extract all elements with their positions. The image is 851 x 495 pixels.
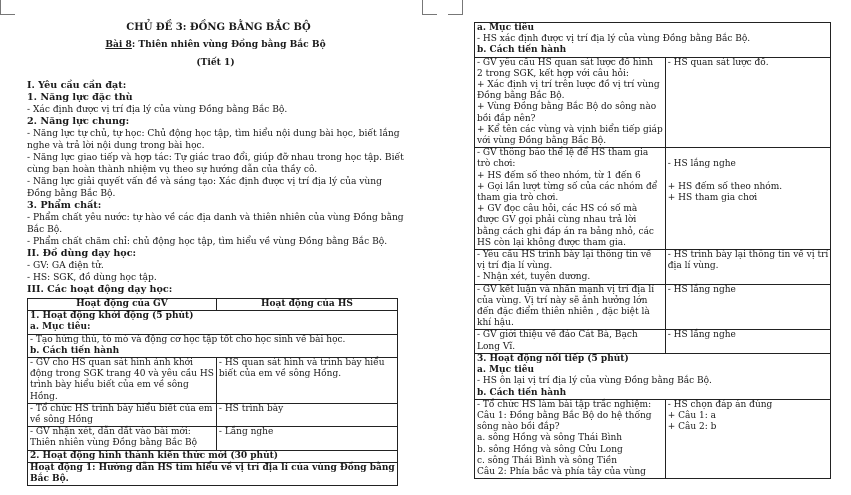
- activities-table-continued: [474, 22, 831, 479]
- cell-line: của vùng. Vị trí này sẽ ảnh hưởng lớn: [477, 295, 648, 306]
- cell-line: Câu 1: Đồng bằng Bắc Bộ do hệ thống: [477, 410, 652, 421]
- cell-line: - Tổ chức HS trình bày hiểu biết của em: [30, 403, 213, 414]
- table-row: [475, 284, 831, 330]
- cell-line: động trong SGK trang 40 và yêu cầu HS: [30, 369, 214, 380]
- section-cell: [475, 353, 831, 399]
- table-row: [475, 57, 831, 148]
- table-row: [28, 450, 398, 462]
- cell-line: + Câu 2: b: [667, 422, 717, 433]
- teacher-activity-cell: [475, 250, 666, 285]
- header-hs: Hoạt động của HS: [216, 299, 397, 311]
- text-line: 3. Phẩm chất:: [27, 200, 102, 211]
- cell-line: - HS trình bày: [218, 403, 284, 414]
- activities-table: [27, 298, 398, 486]
- cell-line: + GV đọc câu hỏi, các HS có số mà: [477, 204, 638, 215]
- text-line: 2. Năng lực chung:: [27, 116, 130, 127]
- cell-line: địa lí vùng.: [667, 261, 719, 272]
- cell-line: bồi đắp nên?: [477, 113, 536, 124]
- cell-line: b. Cách tiến hành: [477, 387, 567, 398]
- table-row: [28, 427, 398, 450]
- cell-line: - Tổ chức HS làm bài tập trắc nghiệm:: [477, 399, 652, 410]
- cell-line: với vùng Đồng bằng Bắc Bộ.: [477, 136, 607, 147]
- page-gutter: [422, 0, 463, 495]
- cell-line: Câu 2: Phía bắc và phía tây của vùng: [477, 466, 646, 477]
- section-cell: [28, 311, 398, 334]
- cell-line: - GV cho HS quan sát hình ảnh khởi: [30, 358, 193, 369]
- cell-line: - HS chọn đáp án đúng: [667, 399, 773, 410]
- cell-line: - HS lắng nghe: [667, 330, 736, 341]
- text-line: - Xác định được vị trí địa lý của vùng Đồng bằng Bắc Bộ.: [27, 105, 288, 115]
- table-row: [28, 403, 398, 426]
- cell-line: 3. Hoạt động nối tiếp (5 phút): [477, 353, 629, 364]
- cell-line: c. sông Thái Bình và sông Tiền: [477, 455, 618, 466]
- table-header-row: [28, 299, 398, 311]
- cell-line: vị trí địa lí vùng.: [477, 261, 553, 272]
- teacher-activity-cell: [28, 358, 217, 404]
- right-page: [463, 0, 851, 495]
- student-activity-cell: [665, 250, 831, 285]
- cell-line: [668, 171, 829, 182]
- cell-line: a. Mục tiêu: [477, 365, 535, 376]
- table-row: [475, 250, 831, 285]
- student-activity-cell: [665, 57, 831, 148]
- text-line: Bắc Bộ.: [27, 225, 63, 235]
- lesson-title: [33, 39, 398, 51]
- table-row: [28, 358, 398, 404]
- cell-line: + Xác định vị trí trên lược đồ vị trí vùng: [477, 80, 660, 91]
- section-cell: [28, 334, 398, 357]
- cell-line: + Vùng Đồng bằng Bắc Bộ do sông nào: [477, 102, 657, 113]
- table-row: [475, 353, 831, 399]
- text-line: - GV: GA điện tử.: [27, 261, 104, 271]
- text-line: 1. Năng lực đặc thù: [27, 92, 133, 103]
- section-cell: [28, 450, 398, 462]
- student-activity-cell: [216, 358, 397, 404]
- cell-line: + Gọi lần lượt từng số của các nhóm để: [477, 181, 658, 192]
- corner-crop-mark: [422, 0, 437, 15]
- table-row: [475, 148, 831, 250]
- teacher-activity-cell: [28, 427, 217, 450]
- corner-crop-mark: [448, 0, 463, 15]
- cell-line: HS còn lại không được tham gia.: [477, 237, 626, 248]
- teacher-activity-cell: [475, 148, 666, 250]
- cell-line: a. sông Hồng và sông Thái Bình: [477, 433, 623, 444]
- cell-line: Bắc Bộ.: [30, 474, 69, 485]
- text-line: - Phẩm chất chăm chỉ: chủ động học tập, tìm hiểu về vùng Đồng bằng Bắc Bộ.: [27, 237, 388, 247]
- topic-title: CHỦ ĐỀ 3: ĐỒNG BẰNG BẮC BỘ: [126, 22, 311, 33]
- student-activity-cell: [665, 284, 831, 330]
- cell-line: tham gia trò chơi.: [477, 193, 559, 204]
- cell-line: - Nhận xét, tuyên dương.: [477, 272, 591, 283]
- cell-line: - GV giới thiệu về đảo Cát Bà, Bạch: [477, 330, 638, 341]
- period-label: (Tiết 1): [196, 57, 235, 68]
- cell-line: Thiên nhiên vùng Đồng bằng Bắc Bộ: [30, 438, 198, 449]
- cell-line: - HS lắng nghe: [667, 159, 736, 170]
- cell-line: - HS lắng nghe: [667, 284, 736, 295]
- cell-line: - HS trình bày lại thông tin về vị trí: [667, 250, 829, 261]
- cell-line: - GV thông báo thể lệ để HS tham gia: [477, 148, 649, 159]
- cell-line: Hồng.: [30, 391, 58, 402]
- cell-line: - HS ôn lại vị trí địa lý của vùng Đồng bằng Bắc Bộ.: [477, 376, 712, 387]
- text-line: III. Các hoạt động dạy học:: [27, 284, 173, 295]
- cell-line: khí hậu.: [477, 318, 514, 329]
- cell-line: 2. Hoạt động hình thành kiến thức mới (30 phút): [30, 450, 279, 461]
- cell-line: trình bày hiểu biết của em về sông: [30, 380, 189, 391]
- teacher-activity-cell: [475, 57, 666, 148]
- cell-line: + Kể tên các vùng và vịnh biển tiếp giáp: [477, 124, 663, 135]
- student-activity-cell: [216, 403, 397, 426]
- text-line: - Năng lực giải quyết vấn đề và sáng tạo: Xác định được vị trí địa lý của vùng: [27, 177, 382, 187]
- table-row: [475, 23, 831, 58]
- table-row: [475, 399, 831, 478]
- table-row: [28, 334, 398, 357]
- cell-line: Long Vĩ.: [477, 341, 516, 352]
- teacher-activity-cell: [28, 403, 217, 426]
- teacher-activity-cell: [475, 284, 666, 330]
- text-line: nghe và trả lời nội dung trong bài học.: [27, 141, 205, 151]
- text-line: Đồng bằng Bắc Bộ.: [27, 189, 116, 199]
- table-row: [28, 311, 398, 334]
- cell-line: Hoạt động 1: Hướng dẫn HS tìm hiểu về vị trí địa lí của vùng Đồng bằng: [30, 462, 395, 473]
- student-activity-cell: [665, 330, 831, 353]
- cell-line: [668, 148, 829, 159]
- student-activity-cell: [665, 399, 831, 478]
- cell-line: - GV kết luận và nhấn mạnh vị trí địa lí: [477, 284, 655, 295]
- objectives-section: [27, 80, 404, 296]
- lesson-name: : Thiên nhiên vùng Đồng bằng Bắc Bộ: [131, 39, 326, 50]
- cell-line: - Lắng nghe: [218, 427, 274, 438]
- table-row: [28, 462, 398, 485]
- cell-line: - GV nhận xét, dẫn dắt vào bài mới:: [30, 427, 191, 438]
- cell-line: sông nào bồi đắp?: [477, 422, 560, 433]
- cell-line: 1. Hoạt động khởi động (5 phút): [30, 311, 194, 322]
- right-page-content: [474, 22, 829, 479]
- cell-line: - HS quan sát lược đồ.: [667, 57, 769, 68]
- student-activity-cell: [216, 427, 397, 450]
- cell-line: - Yêu cầu HS trình bày lại thông tin về: [477, 250, 652, 261]
- cell-line: về sông Hồng: [30, 415, 93, 426]
- teacher-activity-cell: [475, 330, 666, 353]
- table-row: [475, 330, 831, 353]
- text-line: - Năng lực giao tiếp và hợp tác: Tự giác trao đổi, giúp đỡ nhau trong học tập. Biết: [27, 153, 404, 163]
- cell-line: a. Mục tiêu: [477, 23, 535, 33]
- cell-line: - Tạo hứng thú, tò mò và động cơ học tập tốt cho học sinh về bài học.: [30, 334, 346, 345]
- student-activity-cell: [665, 148, 831, 250]
- cell-line: - HS quan sát hình và trình bày hiểu: [218, 358, 385, 369]
- text-line: - HS: SGK, đồ dùng học tập.: [27, 273, 157, 283]
- cell-line: a. Mục tiêu:: [30, 322, 91, 333]
- cell-line: bằng cách ghi đáp án ra bảng nhỏ, các: [477, 226, 654, 237]
- cell-line: trò chơi:: [477, 159, 516, 170]
- cell-line: + HS đếm số theo nhóm.: [667, 181, 783, 192]
- cell-line: b. Cách tiến hành: [477, 45, 567, 56]
- section-cell: [28, 462, 398, 485]
- cell-line: được GV gọi phải cùng nhau trả lời: [477, 215, 637, 226]
- cell-line: + HS tham gia chơi: [667, 193, 758, 204]
- cell-line: b. sông Hồng và sông Cửu Long: [477, 444, 623, 455]
- cell-line: - GV yêu cầu HS quan sát lược đồ hình: [477, 57, 654, 68]
- left-page-content: [27, 22, 404, 486]
- lesson-label: Bài 8: [105, 39, 132, 50]
- text-line: II. Đồ dùng dạy học:: [27, 248, 137, 259]
- left-page: [0, 0, 422, 495]
- cell-line: 2 trong SGK, kết hợp với câu hỏi:: [477, 68, 629, 79]
- cell-line: - HS xác định được vị trí địa lý của vùng Đồng bằng Bắc Bộ.: [477, 34, 751, 45]
- cell-line: đến đặc điểm thiên nhiên , đặc biệt là: [477, 307, 650, 318]
- text-line: cùng bạn hoàn thành nhiệm vụ theo sự hướng dẫn của thầy cô.: [27, 165, 318, 175]
- text-line: - Phẩm chất yêu nước: tự hào về các địa danh và thiên nhiên của vùng Đồng bằng: [27, 213, 404, 223]
- cell-line: + HS đếm số theo nhóm, từ 1 đến 6: [477, 170, 641, 181]
- teacher-activity-cell: [475, 399, 666, 478]
- cell-line: b. Cách tiến hành: [30, 345, 120, 356]
- text-line: - Năng lực tự chủ, tự học: Chủ động học tập, tìm hiểu nội dung bài học, biết lắng: [27, 129, 400, 139]
- cell-line: + Câu 1: a: [667, 410, 717, 421]
- corner-crop-mark: [0, 0, 15, 15]
- section-cell: [475, 23, 831, 58]
- cell-line: Đồng bằng Bắc Bộ.: [477, 91, 565, 102]
- cell-line: biết của em về sông Hồng.: [218, 369, 342, 380]
- header-gv: Hoạt động của GV: [28, 299, 217, 311]
- text-line: I. Yêu cầu cần đạt:: [27, 80, 127, 91]
